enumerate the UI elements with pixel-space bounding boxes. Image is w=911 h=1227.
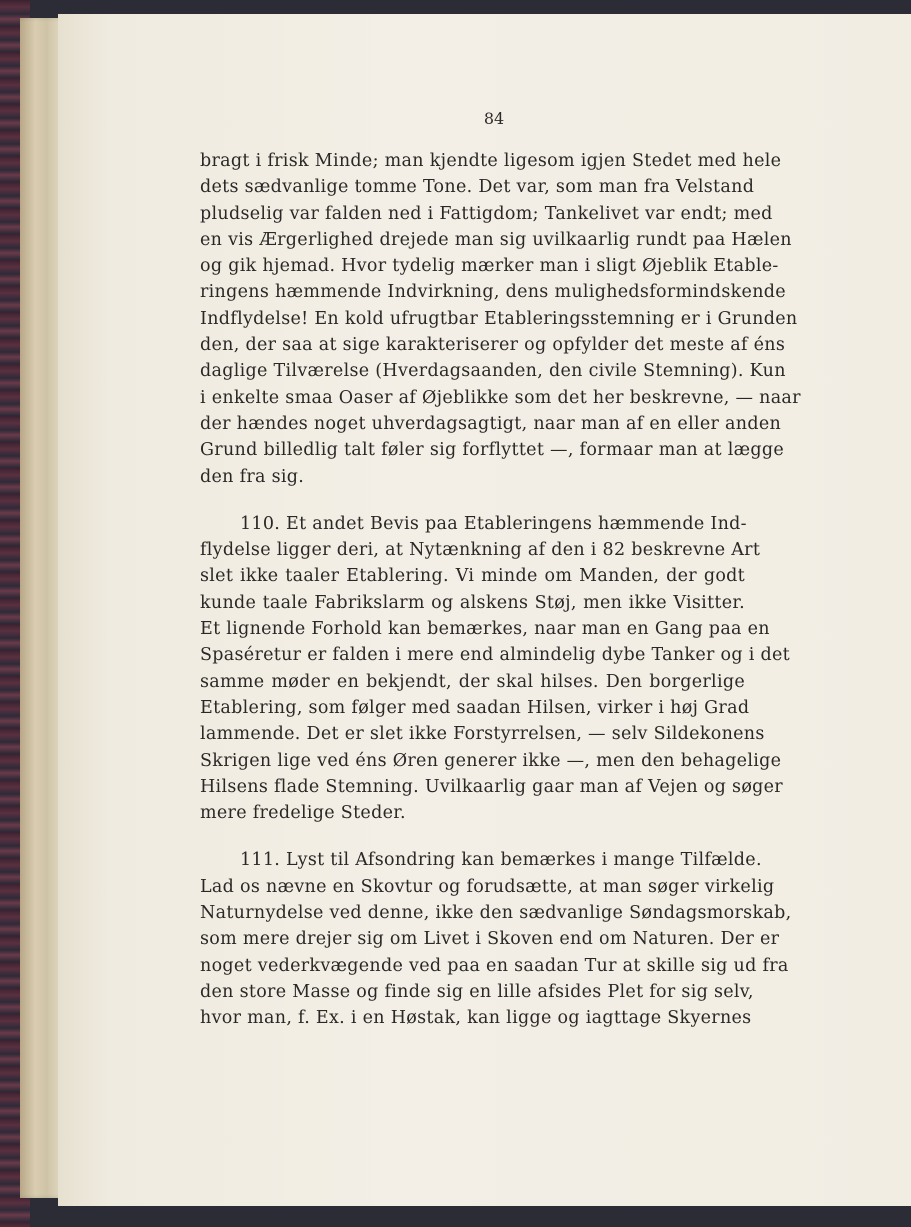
text-line: Indflydelse! En kold ufrugtbar Etableringsstemning er i Grunden (200, 308, 798, 329)
text-line: en vis Ærgerlighed drejede man sig uvilkaarlig rundt paa Hælen (200, 229, 792, 250)
text-line: hvor man, f. Ex. i en Høstak, kan ligge og iagttage Skyernes (200, 1008, 752, 1029)
text-line: dets sædvanlige tomme Tone. Det var, som man fra Velstand (200, 177, 755, 198)
text-line: bragt i frisk Minde; man kjendte ligesom igjen Stedet med hele (200, 151, 782, 171)
text-line: og gik hjemad. Hvor tydelig mærker man i sligt Øjeblik Etable- (200, 256, 779, 277)
text-line: lammende. Det er slet ikke Forstyrrelsen, — selv Sildekonens (200, 724, 765, 745)
text-line: den, der saa at sige karakteriserer og opfylder det meste af éns (200, 335, 786, 356)
paragraph-111-start: 111. Lyst til Afsondring kan bemærkes i mange Tilfælde. (240, 850, 762, 871)
text-line: den fra sig. (200, 466, 305, 487)
text-line: som mere drejer sig om Livet i Skoven end om Naturen. Der er (200, 929, 780, 950)
body-text (200, 148, 801, 1032)
text-line: Grund billedlig talt føler sig forflyttet —, formaar man at lægge (200, 440, 785, 461)
text-line: noget vederkvægende ved paa en saadan Tur at skille sig ud fra (200, 955, 789, 976)
text-line: Hilsens flade Stemning. Uvilkaarlig gaar man af Vejen og søger (200, 776, 783, 797)
text-line: Skrigen lige ved éns Øren generer ikke —, men den behagelige (200, 750, 782, 771)
text-line: Etablering, som følger med saadan Hilsen, virker i høj Grad (200, 697, 750, 718)
text-line: der hændes noget uhverdagsagtigt, naar man af en eller anden (200, 413, 782, 434)
text-line: mere fredelige Steder. (200, 803, 406, 824)
text-line: samme møder en bekjendt, der skal hilses. Den borgerlige (200, 671, 745, 692)
text-line: slet ikke taaler Etablering. Vi minde om Manden, der godt (200, 566, 745, 587)
text-line: Et lignende Forhold kan bemærkes, naar man en Gang paa en (200, 619, 770, 640)
text-line: ringens hæmmende Indvirkning, dens mulighedsformindskende (200, 282, 786, 303)
text-line: pludselig var falden ned i Fattigdom; Tankelivet var endt; med (200, 203, 773, 224)
text-line: Spaséretur er falden i mere end almindelig dybe Tanker og i det (200, 645, 790, 666)
text-line: daglige Tilværelse (Hverdagsaanden, den civile Stemning). Kun (200, 361, 786, 382)
text-line: i enkelte smaa Oaser af Øjeblikke som det her beskrevne, — naar (200, 387, 801, 408)
text-line: kunde taale Fabrikslarm og alskens Støj, men ikke Visitter. (200, 592, 745, 613)
text-line: Naturnydelse ved denne, ikke den sædvanlige Søndagsmorskab, (200, 903, 792, 924)
text-line: den store Masse og finde sig en lille afsides Plet for sig selv, (200, 981, 754, 1002)
text-line: flydelse ligger deri, at Nytænkning af den i 82 beskrevne Art (200, 540, 761, 561)
paragraph-110-start: 110. Et andet Bevis paa Etableringens hæmmende Ind- (240, 513, 747, 534)
text-line: Lad os nævne en Skovtur og forudsætte, at man søger virkelig (200, 876, 775, 897)
page-number: 84 (483, 109, 505, 128)
